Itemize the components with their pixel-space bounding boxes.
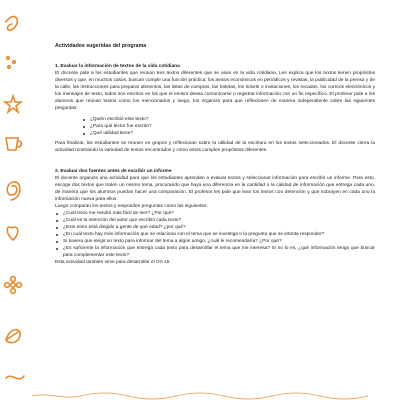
flower-icon: [5, 277, 22, 294]
bottom-decor-strip: [28, 392, 400, 400]
list-item: ¿Cuál texto me resultó más fácil de leer? ¿Por qué?: [55, 210, 375, 217]
star-icon: [5, 96, 21, 112]
list-item: ¿Es suficiente la información que entrega cada texto para desarrollar el tema que me interesa? Si no lo es, ¿qué información tengo que buscar para complementar este texto?: [55, 245, 375, 259]
section-2-intro: El docente organiza una actividad para que los estudiantes aprendan a evaluar textos y seleccionar información para escribir un informe. Para esto, escoge dos textos que traten un mismo tema, procurando que haya una diferencia en la cantidad o la calidad de información que entrega cada uno, de manera que los alumnos puedan hacer una comparación. El profesor les pide que lean los textos con detención y que subrayen en cada uno la información nueva para ellos.: [55, 176, 375, 202]
section-2-lead: Luego comparan los textos y responden preguntas como las siguientes:: [55, 204, 208, 209]
swirl-icon: [6, 16, 17, 30]
list-item: ¿Qué utilidad tiene?: [55, 130, 375, 137]
dots-icon: [7, 57, 16, 69]
document-title: Actividades sugeridas del programa: [55, 43, 147, 49]
spiral-icon: [7, 182, 20, 200]
list-item: Si tuviera que elegir un texto para informar del tema a algún amigo, ¿cuál le recomendaría? ¿Por qué?: [55, 238, 375, 245]
list-item: ¿Cuál es la intención del autor que escribió cada texto?: [55, 217, 375, 224]
section-1-intro: El docente pide a los estudiantes que reúnan tres textos diferentes que se usan en la vida cotidiana. Les explica que los textos tienen propósitos diversos y que, en muchos casos, buscan cumplir una función práctica: los avisos económicos en periódicos y revistas, la publicidad de la prensa y de la calle, las instrucciones para preparar alimentos, las listas de compras, las boletas, los tickets o invitaciones, los recados, los correos electrónicos y los mensajes de texto, todos son escritos en los que el emisor desea comunicarse o registrar información con un fin específico. El profesor pide a los alumnos que reúnan textos como los mencionados y luego, los organiza para que reflexionen de manera independiente sobre las siguientes preguntas:: [55, 71, 375, 111]
list-item: ¿Este texto está dirigido a gente de qué edad? ¿por qué?: [55, 224, 375, 231]
list-item: ¿Quién escribió este texto?: [55, 116, 375, 123]
list-item: ¿En cuál texto hay más información que se relaciona con el tema que se investiga o la pregunta que se intenta responder?: [55, 231, 375, 238]
leaf-icon: [6, 330, 20, 343]
section-1-questions: [55, 116, 375, 137]
cup-icon: [6, 138, 22, 150]
section-2-closing: Esta actividad también sirve para desarrollar el OA 15.: [55, 260, 171, 265]
document-body: [55, 43, 375, 266]
heart-icon: [7, 227, 18, 240]
section-2-questions: [55, 210, 375, 259]
left-doodle-column: [0, 0, 28, 400]
squiggle-icon: [6, 376, 24, 379]
section-1-closing: Para finalizar, los estudiantes se reúnen en grupos y reflexionan sobre la utilidad de la escritura en los textos seleccionados. El docente cierra la actividad mostrando la variedad de textos encontrados y cómo estos cumplen propósitos diferentes.: [55, 141, 375, 153]
list-item: ¿Para qué lector fue escrito?: [55, 123, 375, 130]
section-1-heading: 1. Evaluar la información de textos de la vida cotidiana: [55, 64, 180, 69]
section-2-heading: 2. Evaluar dos fuentes antes de escribir un informe: [55, 169, 172, 174]
